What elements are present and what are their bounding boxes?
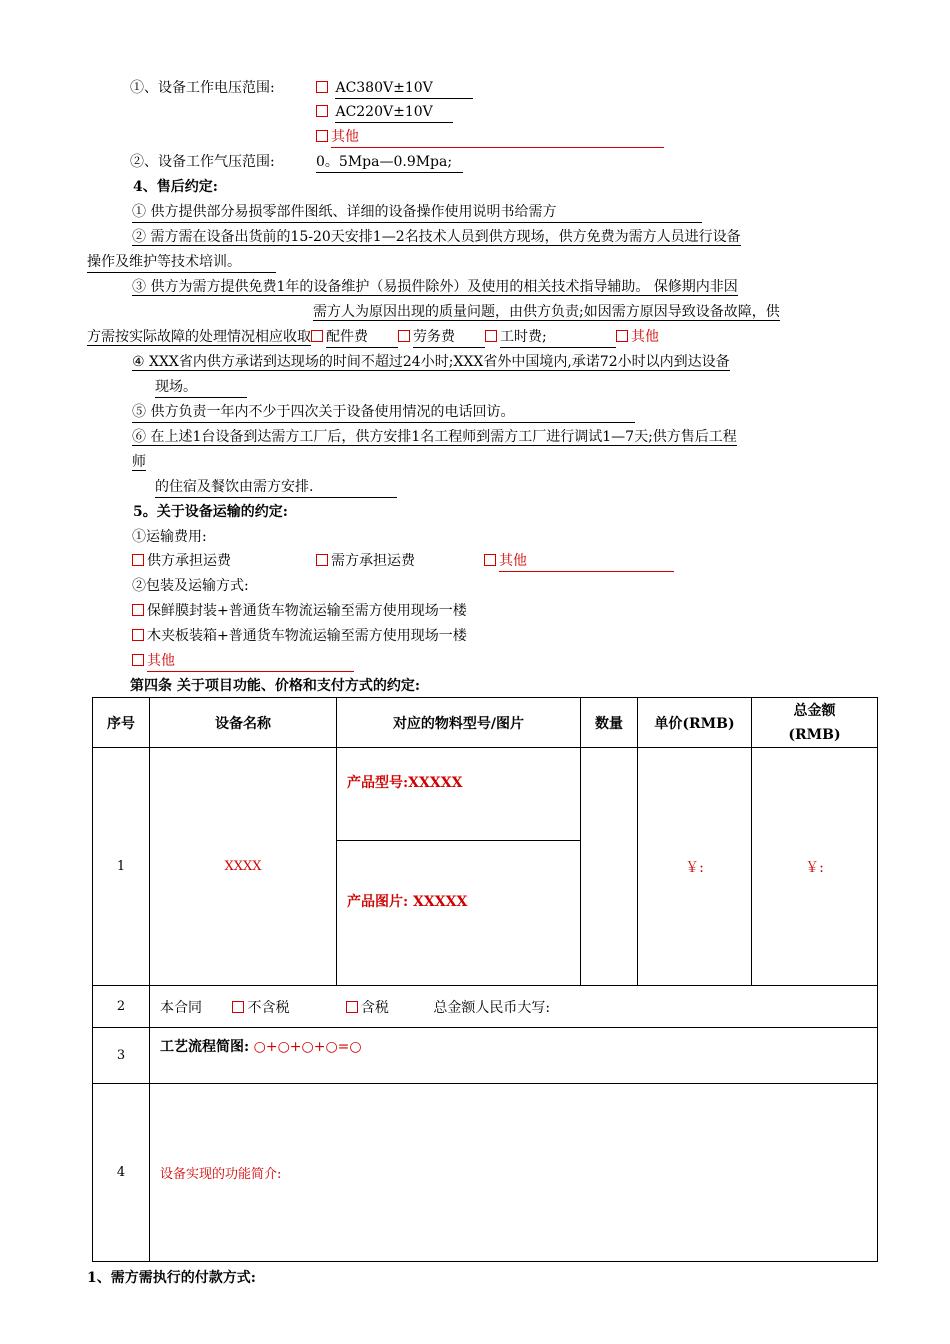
after-sales-item-2-cont: 操作及维护等技术培训。 bbox=[87, 252, 276, 273]
row3-no: 3 bbox=[93, 1028, 150, 1084]
section5-title: 5。关于设备运输的约定: bbox=[133, 504, 288, 520]
after-sales-item-6-cont: 师 bbox=[132, 454, 146, 470]
row1-model: 产品型号:XXXXX bbox=[337, 748, 581, 841]
header-total: 总金额 (RMB) bbox=[752, 698, 878, 748]
section4-title: 4、售后约定: bbox=[133, 179, 218, 195]
after-sales-item-5: ⑤ 供方负责一年内不少于四次关于设备使用情况的电话回访。 bbox=[132, 402, 635, 423]
checkbox-icon[interactable] bbox=[132, 654, 144, 666]
row1-no: 1 bbox=[93, 748, 150, 986]
after-sales-item-4: ④ XXX省内供方承诺到达现场的时间不超过24小时;XXX省外中国境内,承诺72小时以内到达设备 bbox=[132, 354, 730, 370]
freight-option-other[interactable]: 其他 bbox=[484, 551, 674, 572]
freight-label: ①运输费用: bbox=[132, 529, 207, 545]
freight-option-buyer[interactable]: 需方承担运费 bbox=[316, 551, 415, 571]
checkbox-icon[interactable] bbox=[132, 604, 144, 616]
checkbox-icon[interactable] bbox=[316, 130, 328, 142]
header-no: 序号 bbox=[93, 698, 150, 748]
article4-title: 第四条 关于项目功能、价格和支付方式的约定: bbox=[130, 678, 421, 694]
table-row-4 bbox=[93, 1084, 878, 1262]
row1-unit-price: ￥: bbox=[638, 748, 752, 986]
checkbox-icon[interactable] bbox=[132, 629, 144, 641]
checkbox-icon[interactable] bbox=[485, 330, 497, 342]
row4-no: 4 bbox=[93, 1084, 150, 1262]
after-sales-item-3: ③ 供方为需方提供免费1年的设备维护（易损件除外）及使用的相关技术指导辅助。 保修期内非因 bbox=[132, 279, 738, 295]
pressure-label: ②、设备工作气压范围: bbox=[130, 154, 275, 170]
row1-total: ￥: bbox=[752, 748, 878, 986]
after-sales-item-6: ⑥ 在上述1台设备到达需方工厂后，供方安排1名工程师到需方工厂进行调试1—7天;供方售后工程 bbox=[132, 429, 737, 445]
row1-picture: 产品图片: XXXXX bbox=[337, 841, 581, 986]
header-model: 对应的物料型号/图片 bbox=[337, 698, 581, 748]
header-qty: 数量 bbox=[581, 698, 638, 748]
header-unit-price: 单价(RMB) bbox=[638, 698, 752, 748]
row2-tax: 本合同 不含税 含税 总金额人民币大写: bbox=[150, 986, 878, 1028]
packing-label: ②包装及运输方式: bbox=[132, 578, 249, 594]
checkbox-icon[interactable] bbox=[132, 554, 144, 566]
row2-no: 2 bbox=[93, 986, 150, 1028]
table-row-2 bbox=[93, 986, 878, 1028]
checkbox-icon[interactable] bbox=[616, 330, 628, 342]
checkbox-icon[interactable] bbox=[311, 330, 323, 342]
row3-flow: 工艺流程简图: ○+○+○+○=○ bbox=[150, 1028, 878, 1084]
table-header-row bbox=[93, 698, 878, 748]
voltage-option-220[interactable]: AC220V±10V bbox=[316, 102, 453, 123]
table-row-1-top bbox=[93, 748, 878, 841]
checkbox-icon[interactable] bbox=[316, 81, 328, 93]
packing-option-film[interactable]: 保鲜膜封装+普通货车物流运输至需方使用现场一楼 bbox=[132, 601, 467, 621]
payment-title: 1、需方需执行的付款方式: bbox=[87, 1270, 256, 1286]
after-sales-item-1: ① 供方提供部分易损零部件图纸、详细的设备操作使用说明书给需方 bbox=[132, 202, 702, 223]
checkbox-icon[interactable] bbox=[316, 105, 328, 117]
after-sales-item-3-cont: 需方人为原因出现的质量问题，由供方负责;如因需方原因导致设备故障，供 bbox=[313, 304, 780, 320]
row1-qty[interactable] bbox=[581, 748, 638, 986]
after-sales-item-2: ② 需方需在设备出货前的15-20天安排1—2名技术人员到供方现场，供方免费为需方人员进行设备 bbox=[132, 229, 741, 245]
freight-option-supplier[interactable]: 供方承担运费 bbox=[132, 551, 231, 571]
row4-function: 设备实现的功能简介: bbox=[150, 1084, 878, 1262]
packing-option-wood[interactable]: 木夹板装箱+普通货车物流运输至需方使用现场一楼 bbox=[132, 626, 467, 646]
after-sales-item-3-fees: 方需按实际故障的处理情况相应收取 配件费 劳务费 工时费; 其他 bbox=[87, 327, 659, 348]
checkbox-icon[interactable] bbox=[346, 1001, 358, 1013]
checkbox-icon[interactable] bbox=[232, 1001, 244, 1013]
checkbox-icon[interactable] bbox=[398, 330, 410, 342]
after-sales-item-4-cont: 现场。 bbox=[155, 377, 247, 398]
row1-name: XXXX bbox=[150, 748, 337, 986]
checkbox-icon[interactable] bbox=[484, 554, 496, 566]
voltage-label: ①、设备工作电压范围: bbox=[130, 80, 275, 96]
header-name: 设备名称 bbox=[150, 698, 337, 748]
checkbox-icon[interactable] bbox=[316, 554, 328, 566]
voltage-option-other[interactable]: 其他 bbox=[316, 127, 664, 148]
price-table bbox=[92, 697, 878, 1262]
pressure-value: 0。5Mpa—0.9Mpa; bbox=[316, 152, 463, 173]
packing-option-other[interactable]: 其他 bbox=[132, 651, 354, 672]
table-row-3 bbox=[93, 1028, 878, 1084]
after-sales-item-6-end: 的住宿及餐饮由需方安排. bbox=[155, 477, 397, 498]
voltage-option-380[interactable]: AC380V±10V bbox=[316, 78, 473, 99]
